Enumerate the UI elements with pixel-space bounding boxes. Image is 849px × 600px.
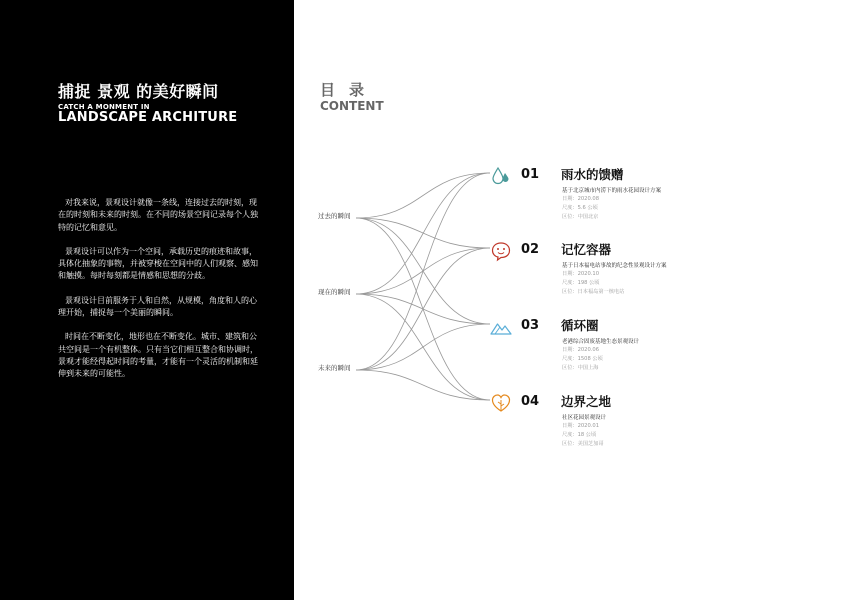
item-date: 日期：2020.01: [562, 423, 600, 429]
intro-paragraph: 景观设计可以作为一个空间，承载历史的痕迹和故事，具体化抽象的事物，并被穿梭在空间中的人们观察、感知和触摸。每时每刻都是情感和思想的分歧。: [58, 246, 258, 281]
connector-line: [356, 370, 490, 400]
intro-paragraph: 时间在不断变化，地形也在不断变化。城市、建筑和公共空间是一个有机整体。只有当它们相互整合和协调时，景观才能经得起时间的考量，才能有一个灵活的机制和延伸到未来的可能性。: [58, 332, 258, 379]
item-title: 雨水的馈赠: [561, 167, 624, 182]
item-location: 区位：日本福岛第一核电站: [562, 289, 625, 295]
node-present: 现在的瞬间: [318, 288, 351, 296]
toc-subtitle: CONTENT: [320, 99, 384, 113]
item-description: 老港综合固废基地生态景观设计: [562, 339, 640, 345]
item-number: 03: [521, 318, 540, 333]
mountains-icon: [490, 316, 512, 338]
item-date: 日期：2020.10: [562, 271, 600, 277]
item-title: 边界之地: [561, 394, 612, 409]
item-date: 日期：2020.06: [562, 347, 600, 353]
item-title: 记忆容器: [561, 242, 612, 257]
intro-subtitle-large: LANDSCAPE ARCHITURE: [58, 110, 238, 125]
item-scale: 尺度：5.6 公顷: [562, 205, 598, 211]
item-description: 基于北京城市内涝下的雨水花园设计方案: [562, 188, 662, 194]
item-number: 04: [521, 394, 540, 409]
item-number: 02: [521, 242, 540, 257]
item-scale: 尺度：1508 公顷: [562, 356, 603, 362]
item-location: 区位：中国北京: [562, 214, 599, 220]
leaf-heart-icon: [490, 392, 512, 414]
item-description: 基于日本福电站事故的纪念性景观设计方案: [562, 263, 667, 269]
item-number: 01: [521, 167, 540, 182]
connector-line: [356, 248, 490, 370]
item-date: 日期：2020.08: [562, 196, 600, 202]
toc-item-02[interactable]: [490, 240, 690, 310]
item-scale: 尺度：198 公顷: [562, 280, 600, 286]
intro-paragraph: 景观设计目前服务于人和自然，从规模，角度和人的心理开始，捕捉每一个美丽的瞬间。: [58, 295, 257, 318]
item-description: 社区花园景观设计: [562, 415, 607, 421]
toc-title: 目录: [320, 81, 379, 99]
toc-item-04[interactable]: [490, 392, 690, 462]
item-scale: 尺度：18 公顷: [562, 432, 597, 438]
node-future: 未来的瞬间: [318, 364, 351, 372]
toc-item-03[interactable]: [490, 316, 690, 386]
connector-line: [356, 173, 490, 294]
item-title: 循环圈: [561, 318, 599, 333]
connector-line: [356, 173, 490, 370]
intro-subtitle-small: CATCH A MONMENT IN: [58, 103, 150, 111]
toc-item-01[interactable]: [490, 165, 690, 235]
node-past: 过去的瞬间: [318, 212, 351, 220]
item-location: 区位：中国上海: [562, 365, 599, 371]
intro-title: 捕捉 景观 的美好瞬间: [58, 82, 219, 101]
intro-paragraph: 对我来说，景观设计就像一条线，连接过去的时刻，现在的时刻和未来的时刻。在不同的场景空间记录每个人独特的记忆和意见。: [58, 198, 258, 232]
item-location: 区位：美国芝加哥: [562, 441, 604, 447]
water-drops-icon: [490, 165, 512, 187]
memory-bubble-icon: [490, 240, 512, 262]
